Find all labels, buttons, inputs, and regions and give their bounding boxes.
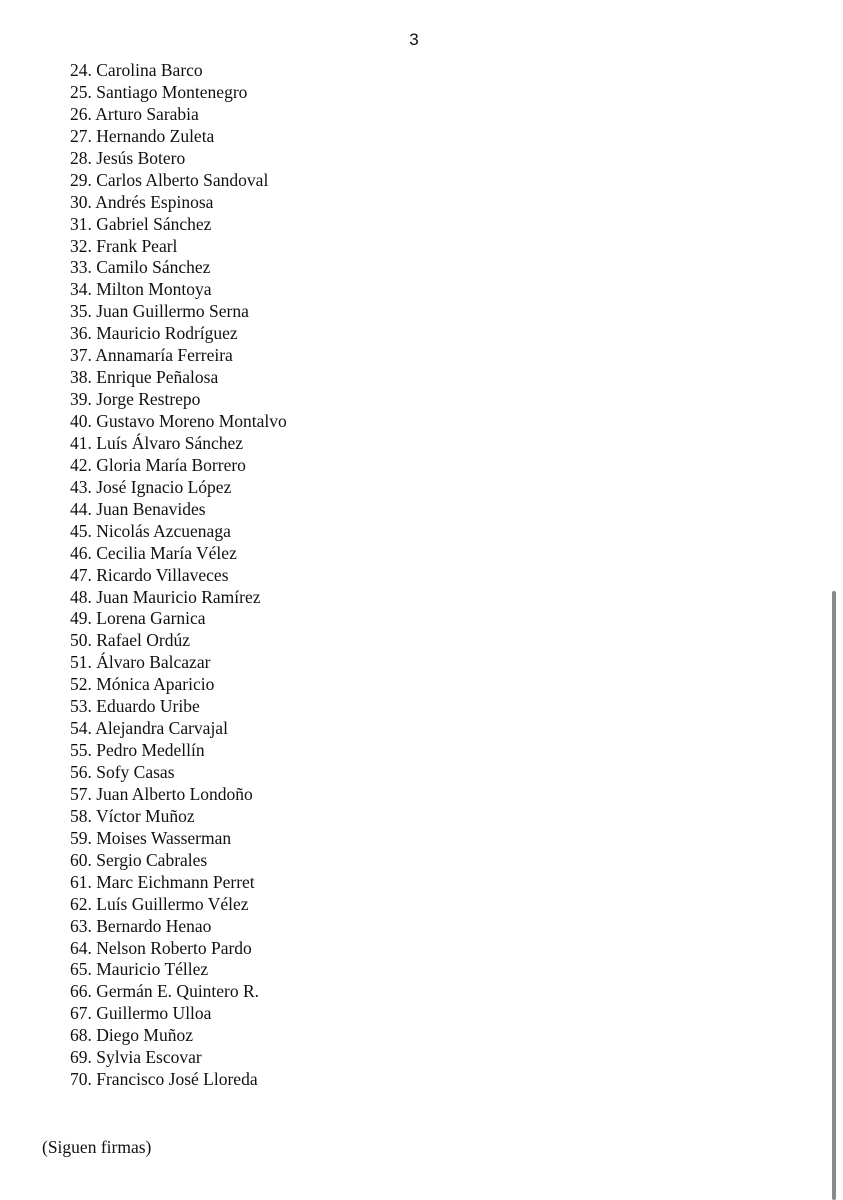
signatory-item <box>70 301 287 323</box>
signatory-item <box>70 345 287 367</box>
signatory-item <box>70 696 287 718</box>
signatory-number: 46. <box>70 542 92 563</box>
signatory-number: 43. <box>70 476 92 497</box>
signatory-name: Juan Benavides <box>96 498 206 519</box>
signatory-name: Arturo Sarabia <box>95 103 199 124</box>
signatory-number: 60. <box>70 849 92 870</box>
signatory-name: Luís Álvaro Sánchez <box>96 432 244 453</box>
signatory-name: Hernando Zuleta <box>96 125 215 146</box>
signatory-name: Víctor Muñoz <box>95 805 195 826</box>
page-number: 3 <box>409 30 419 49</box>
signatory-number: 65. <box>70 959 92 980</box>
signatory-number: 66. <box>70 981 92 1002</box>
signatory-number: 48. <box>70 586 92 607</box>
signatory-name: Cecilia María Vélez <box>96 542 237 563</box>
signatory-number: 53. <box>70 696 92 717</box>
signatory-item <box>70 60 287 82</box>
signatory-name: Germán E. Quintero R. <box>96 981 260 1002</box>
signatory-name: Andrés Espinosa <box>95 191 214 212</box>
signatory-number: 68. <box>70 1025 92 1046</box>
signatory-number: 64. <box>70 937 92 958</box>
signatory-name: Mauricio Rodríguez <box>96 323 238 344</box>
signatory-number: 47. <box>70 564 92 585</box>
signatory-name: Sergio Cabrales <box>96 849 208 870</box>
signatory-number: 35. <box>70 301 92 322</box>
signatory-item <box>70 214 287 236</box>
signatory-number: 33. <box>70 257 92 278</box>
signatory-item <box>70 1069 287 1091</box>
signatory-number: 59. <box>70 827 92 848</box>
signatory-name: Álvaro Balcazar <box>96 652 211 673</box>
signatory-item <box>70 126 287 148</box>
signatory-number: 37. <box>70 345 92 366</box>
signatory-name: Jorge Restrepo <box>96 389 201 410</box>
signatory-name: Moises Wasserman <box>96 827 232 848</box>
signatory-item <box>70 828 287 850</box>
signatory-number: 56. <box>70 762 92 782</box>
signatory-name: Alejandra Carvajal <box>95 718 228 739</box>
signatory-name: Rafael Ordúz <box>96 630 191 651</box>
signatory-name: Bernardo Henao <box>96 915 212 936</box>
signatory-name: José Ignacio López <box>96 476 232 497</box>
signatory-name: Diego Muñoz <box>96 1025 193 1046</box>
signatory-item <box>70 82 287 104</box>
signatory-number: 58. <box>70 805 92 826</box>
signatory-item <box>70 257 287 279</box>
signatory-number: 30. <box>70 191 92 212</box>
signatory-name: Luís Guillermo Vélez <box>96 893 249 914</box>
signatory-number: 24. <box>70 60 92 80</box>
signatory-item <box>70 652 287 674</box>
signatory-item <box>70 499 287 521</box>
signatory-number: 31. <box>70 213 92 234</box>
signatory-number: 57. <box>70 783 92 804</box>
signatory-item <box>70 411 287 433</box>
signatory-name: Gustavo Moreno Montalvo <box>96 411 287 431</box>
signatory-name: Mónica Aparicio <box>96 674 215 695</box>
signatory-number: 55. <box>70 740 92 761</box>
signatory-number: 49. <box>70 608 92 629</box>
signatory-name: Enrique Peñalosa <box>96 367 219 388</box>
signatory-name: Juan Mauricio Ramírez <box>96 586 261 607</box>
signatory-number: 25. <box>70 81 92 102</box>
signatory-item <box>70 806 287 828</box>
signatory-number: 51. <box>70 652 92 673</box>
signatory-name: Francisco José Lloreda <box>96 1069 258 1090</box>
signatory-item <box>70 521 287 543</box>
signatory-name: Pedro Medellín <box>96 740 205 761</box>
signatory-number: 38. <box>70 367 92 388</box>
signatory-number: 54. <box>70 718 92 739</box>
signatory-name: Nelson Roberto Pardo <box>96 937 252 958</box>
signatory-number: 40. <box>70 411 92 431</box>
signatory-name: Gloria María Borrero <box>96 454 246 475</box>
signatory-item <box>70 762 287 784</box>
signatory-number: 70. <box>70 1069 92 1090</box>
signatory-item <box>70 959 287 981</box>
signatory-item <box>70 389 287 411</box>
signatory-item <box>70 279 287 301</box>
signatory-number: 28. <box>70 147 92 168</box>
signatory-name: Guillermo Ulloa <box>96 1003 212 1024</box>
signatory-item <box>70 587 287 609</box>
signatory-number: 34. <box>70 279 92 300</box>
signatory-name: Camilo Sánchez <box>96 257 211 278</box>
signatory-number: 32. <box>70 235 92 256</box>
signatory-name: Juan Alberto Londoño <box>96 783 253 804</box>
signatory-name: Frank Pearl <box>96 235 178 256</box>
signatory-number: 36. <box>70 323 92 344</box>
signatory-item <box>70 323 287 345</box>
signatory-name: Annamaría Ferreira <box>95 345 233 366</box>
signatory-item <box>70 433 287 455</box>
signatory-name: Nicolás Azcuenaga <box>96 520 231 541</box>
signatory-item <box>70 148 287 170</box>
footer-note: (Siguen firmas) <box>42 1137 152 1157</box>
signatory-number: 26. <box>70 103 92 124</box>
signatory-number: 67. <box>70 1003 92 1024</box>
signatory-name: Gabriel Sánchez <box>96 213 212 234</box>
signatory-number: 44. <box>70 498 92 519</box>
signatory-name: Carlos Alberto Sandoval <box>96 169 269 190</box>
signatory-name: Santiago Montenegro <box>96 81 248 102</box>
signatory-list <box>70 60 287 1091</box>
signatory-number: 50. <box>70 630 92 651</box>
signatory-item <box>70 236 287 258</box>
signatory-item <box>70 1047 287 1069</box>
signatory-number: 29. <box>70 169 92 190</box>
signatory-item <box>70 872 287 894</box>
signatory-item <box>70 894 287 916</box>
signatory-item <box>70 104 287 126</box>
signatory-number: 27. <box>70 125 92 146</box>
signatory-item <box>70 608 287 630</box>
signatory-item <box>70 740 287 762</box>
signatory-name: Juan Guillermo Serna <box>96 301 249 322</box>
signatory-item <box>70 938 287 960</box>
signatory-item <box>70 543 287 565</box>
signatory-item <box>70 455 287 477</box>
signatory-number: 69. <box>70 1047 92 1068</box>
signatory-number: 45. <box>70 520 92 541</box>
signatory-item <box>70 850 287 872</box>
signatory-name: Sylvia Escovar <box>96 1047 202 1068</box>
signatory-name: Milton Montoya <box>96 279 212 300</box>
signatory-name: Ricardo Villaveces <box>96 564 229 585</box>
signatory-item <box>70 565 287 587</box>
signatory-number: 61. <box>70 871 92 892</box>
signatory-number: 39. <box>70 389 92 410</box>
signatory-item <box>70 1003 287 1025</box>
signatory-item <box>70 170 287 192</box>
signatory-item <box>70 477 287 499</box>
signatory-item <box>70 718 287 740</box>
signatory-number: 52. <box>70 674 92 695</box>
signatory-name: Sofy Casas <box>96 762 175 782</box>
scrollbar-thumb[interactable] <box>832 591 836 1200</box>
signatory-item <box>70 784 287 806</box>
signatory-item <box>70 1025 287 1047</box>
signatory-name: Mauricio Téllez <box>96 959 209 980</box>
signatory-name: Eduardo Uribe <box>96 696 200 717</box>
signatory-name: Marc Eichmann Perret <box>96 871 255 892</box>
signatory-item <box>70 674 287 696</box>
signatory-number: 63. <box>70 915 92 936</box>
signatory-number: 62. <box>70 893 92 914</box>
signatory-number: 41. <box>70 432 92 453</box>
signatory-name: Jesús Botero <box>96 147 186 168</box>
signatory-number: 42. <box>70 454 92 475</box>
signatory-item <box>70 916 287 938</box>
signatory-item <box>70 981 287 1003</box>
signatory-item <box>70 630 287 652</box>
signatory-name: Lorena Garnica <box>96 608 206 629</box>
signatory-name: Carolina Barco <box>96 60 203 80</box>
signatory-item <box>70 192 287 214</box>
signatory-item <box>70 367 287 389</box>
